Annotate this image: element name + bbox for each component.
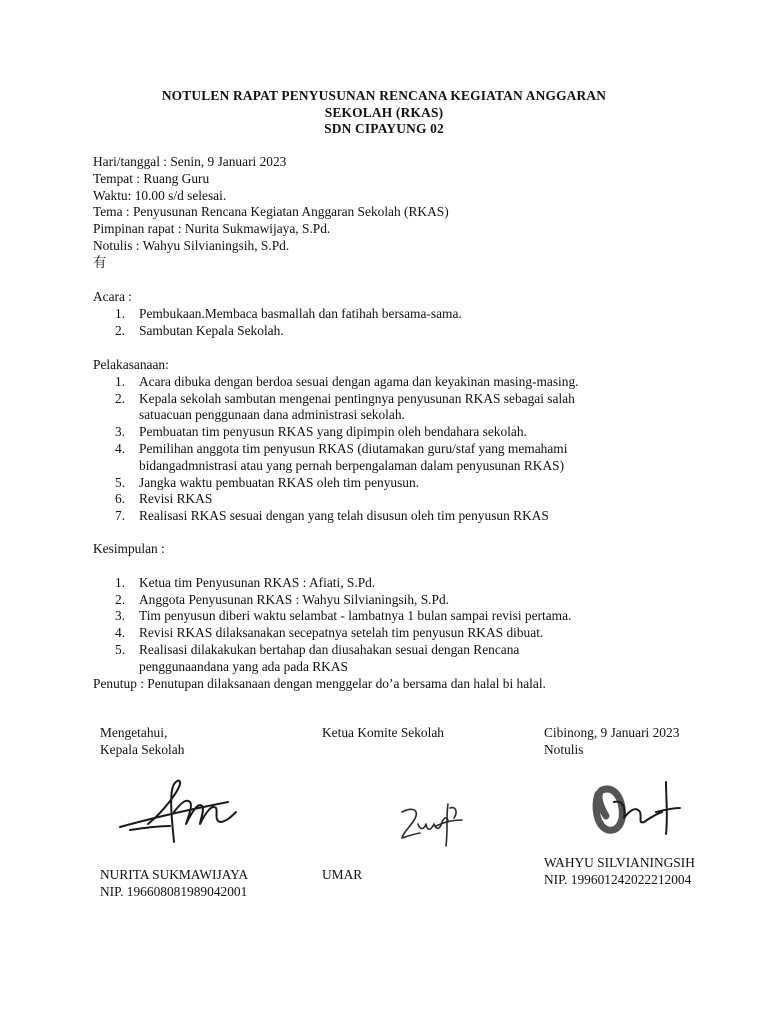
principal-nip: NIP. 196608081989042001 (100, 883, 248, 899)
title-line-2: SEKOLAH (RKAS) (324, 104, 444, 120)
secretary-signature (586, 772, 686, 852)
committee-name-block (322, 867, 522, 884)
agenda-section (93, 289, 683, 339)
stray-glyph: 有 (93, 254, 107, 270)
list-item: 2. Kepala sekolah sambutan mengenai pentingnya penyusunan RKAS sebagai salah satuacuan penggunaan dana administrasi sekolah. (115, 390, 575, 423)
list-item: 6. Revisi RKAS (115, 491, 213, 507)
list-item: 4. Revisi RKAS dilaksanakan secepatnya setelah tim penyusun RKAS dibuat. (115, 625, 544, 641)
list-item: 4. Pemilihan anggota tim penyusun RKAS (diutamakan guru/staf yang memahami bidangadmnistrasi atau yang pernah berpengalaman dalam penyusunan RKAS) (115, 440, 568, 473)
list-item: 5. Jangka waktu pembuatan RKAS oleh tim penyusun. (115, 474, 420, 490)
principal-signature (108, 772, 248, 852)
list-item: 2. Sambutan Kepala Sekolah. (115, 322, 284, 338)
list-item: 1. Pembukaan.Membaca basmallah dan fatihah bersama-sama. (115, 305, 462, 321)
secretary-name-block (544, 855, 744, 889)
implementation-list (93, 374, 683, 525)
list-item: 1. Acara dibuka dengan berdoa sesuai dengan agama dan keyakinan masing-masing. (115, 373, 579, 389)
meeting-info (93, 154, 683, 272)
conclusion-heading: Kesimpulan : (93, 541, 165, 556)
implementation-section (93, 357, 683, 525)
list-item: 3. Pembuatan tim penyusun RKAS yang dipimpin oleh bendahara sekolah. (115, 424, 527, 440)
title-line-3: SDN CIPAYUNG 02 (324, 121, 444, 137)
document-title (0, 88, 768, 138)
conclusion-list (93, 575, 683, 676)
list-item: 7. Realisasi RKAS sesuai dengan yang telah disusun oleh tim penyusun RKAS (115, 508, 549, 524)
info-theme: Tema : Penyusunan Rencana Kegiatan Anggaran Sekolah (RKAS) (93, 204, 449, 220)
info-secretary: Notulis : Wahyu Silvianingsih, S.Pd. (93, 237, 290, 253)
title-line-1: NOTULEN RAPAT PENYUSUNAN RENCANA KEGIATAN ANGGARAN (161, 88, 607, 103)
place-date: Cibinong, 9 Januari 2023 (544, 725, 680, 740)
secretary-name: WAHYU SILVIANINGSIH (544, 855, 695, 870)
committee-name: UMAR (322, 867, 363, 882)
committee-signature-block (322, 725, 522, 742)
agenda-heading: Acara : (93, 289, 133, 304)
implementation-heading: Pelakasanaan: (93, 357, 169, 372)
list-item: 3. Tim penyusun diberi waktu selambat - lambatnya 1 bulan sampai revisi pertama. (115, 608, 572, 624)
secretary-signature-block (544, 725, 744, 759)
committee-signature (392, 796, 472, 856)
principal-name: NURITA SUKMAWIJAYA (100, 867, 249, 882)
list-item: 1. Ketua tim Penyusunan RKAS : Afiati, S.Pd. (115, 574, 376, 590)
committee-role: Ketua Komite Sekolah (322, 725, 444, 740)
list-item: 2. Anggota Penyusunan RKAS : Wahyu Silvianingsih, S.Pd. (115, 591, 450, 607)
acknowledged-label: Mengetahui, (100, 725, 168, 740)
conclusion-section (93, 541, 683, 692)
principal-signature-block (100, 725, 300, 759)
agenda-list (93, 306, 683, 340)
secretary-role: Notulis (544, 741, 584, 757)
closing-text: Penutup : Penutupan dilaksanaan dengan menggelar do’a bersama dan halal bi halal. (93, 675, 546, 691)
list-item: 5. Realisasi dilakakukan bertahap dan diusahakan sesuai dengan Rencana penggunaandana yang ada pada RKAS (115, 641, 520, 674)
info-time: Waktu: 10.00 s/d selesai. (93, 187, 227, 203)
info-chair: Pimpinan rapat : Nurita Sukmawijaya, S.Pd. (93, 221, 331, 237)
info-place: Tempat : Ruang Guru (93, 170, 210, 186)
secretary-nip: NIP. 199601242022212004 (544, 871, 692, 887)
info-date: Hari/tanggal : Senin, 9 Januari 2023 (93, 154, 287, 169)
principal-name-block (100, 867, 300, 901)
principal-role: Kepala Sekolah (100, 741, 185, 757)
